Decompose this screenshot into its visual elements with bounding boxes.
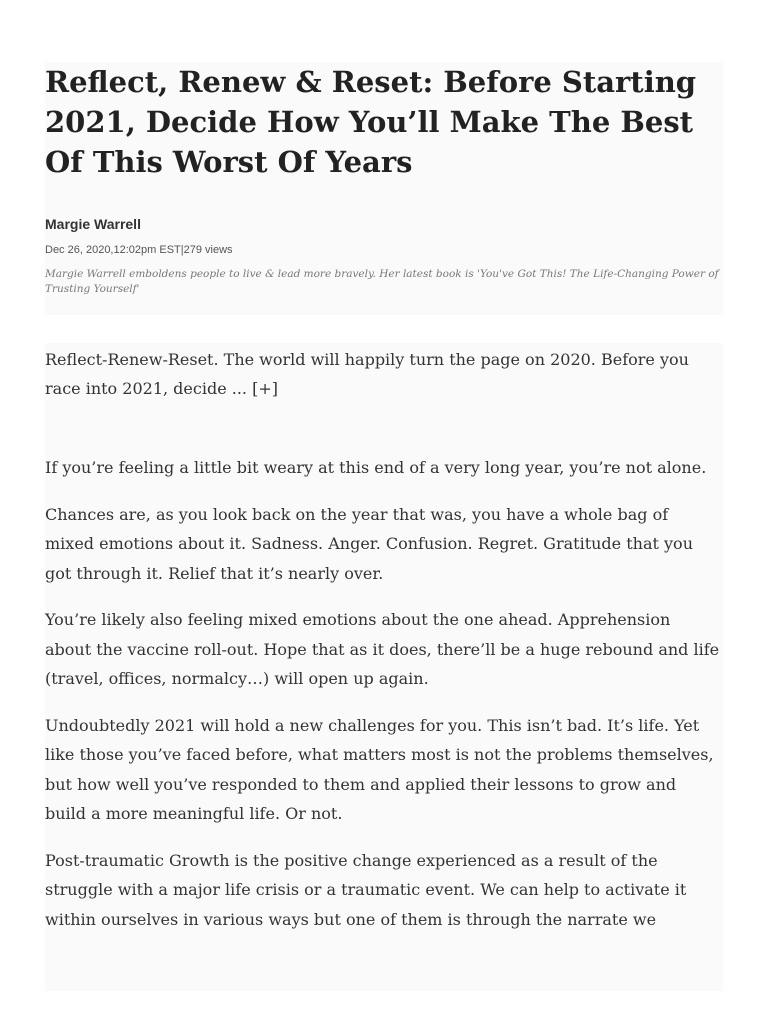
- caption-text: Reflect-Renew-Reset. The world will happily turn the page on 2020. Before you race into 2021, decide ...: [45, 350, 689, 398]
- paragraph: Post-traumatic Growth is the positive change experienced as a result of the struggle with a major life crisis or a traumatic event. We can help to activate it within ourselves in various ways but one of them is through the narrate we: [45, 850, 687, 929]
- author-bio: Margie Warrell emboldens people to live & lead more bravely. Her latest book is 'You've Got This! The Life-Changing Power of Trusting Yourself': [45, 268, 719, 295]
- article-title: Reflect, Renew & Reset: Before Starting 2021, Decide How You’ll Make The Best Of This Worst Of Years: [45, 65, 697, 179]
- article-meta: Dec 26, 2020,12:02pm EST|279 views: [45, 244, 233, 256]
- caption-expand-button[interactable]: [+]: [252, 379, 278, 398]
- paragraph: If you’re feeling a little bit weary at this end of a very long year, you’re not alone.: [45, 458, 707, 477]
- paragraph: Chances are, as you look back on the year that was, you have a whole bag of mixed emotions about it. Sadness. Anger. Confusion. Regret. Gratitude that you got through it. Relief that it’s nearly over.: [45, 504, 693, 583]
- paragraph: Undoubtedly 2021 will hold a new challenges for you. This isn’t bad. It’s life. Yet like those you’ve faced before, what matters most is not the problems themselves, but how well you’ve responded to them and applied their lessons to grow and build a more meaningful life. Or not.: [45, 715, 714, 823]
- paragraph: You’re likely also feeling mixed emotions about the one ahead. Apprehension about the vaccine roll-out. Hope that as it does, there’ll be a huge rebound and life (travel, offices, normalcy…) will open up again.: [45, 610, 720, 688]
- author-name[interactable]: Margie Warrell: [45, 216, 141, 232]
- spacer: [0, 315, 768, 343]
- article-body: [45, 453, 723, 934]
- article: [45, 62, 723, 991]
- image-caption: [45, 343, 713, 409]
